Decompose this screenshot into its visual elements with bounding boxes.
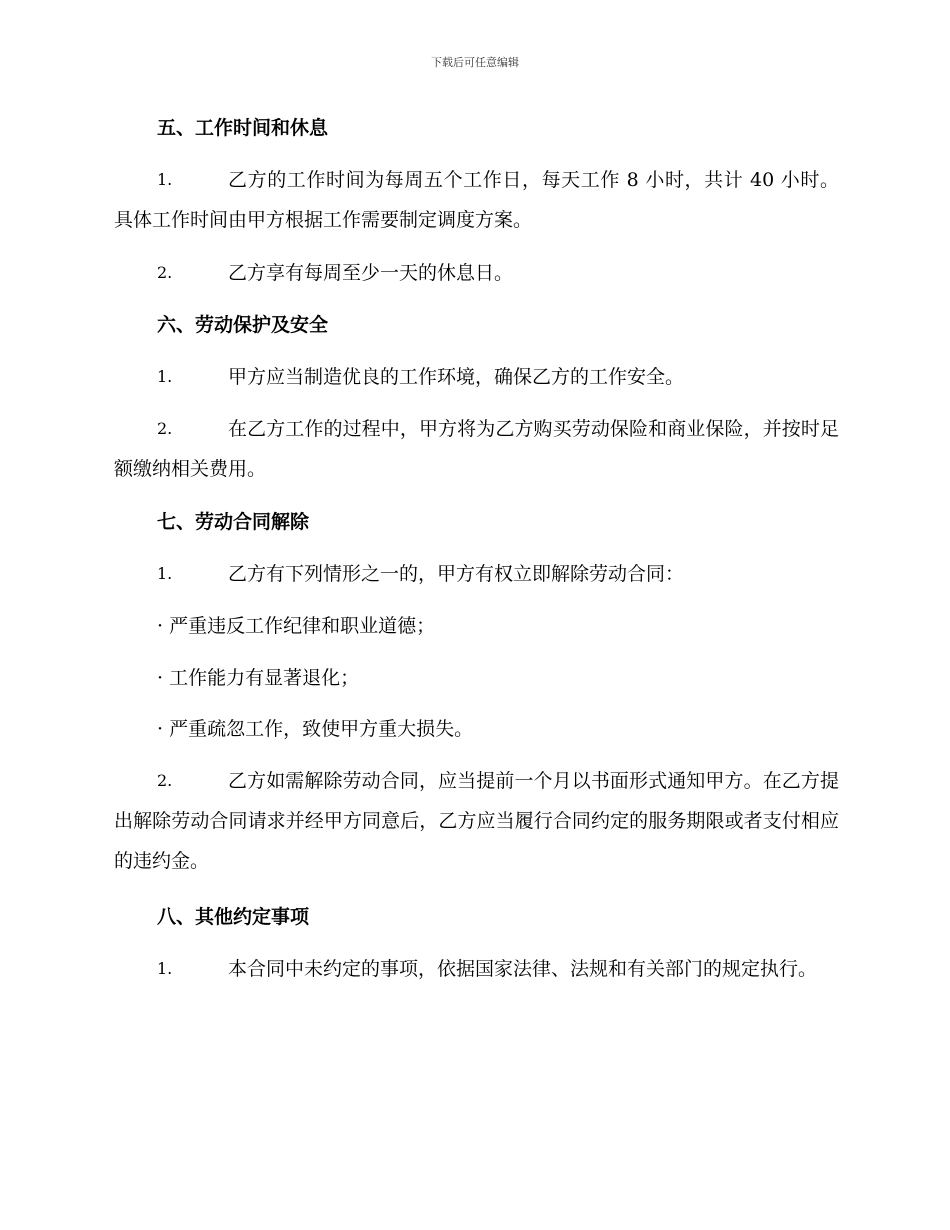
item-number: 2.: [157, 419, 173, 438]
item-number: 2.: [157, 263, 173, 282]
section-5-item-2: [114, 253, 839, 293]
item-text: 乙方享有每周至少一天的休息日。: [228, 262, 514, 284]
item-text: 乙方有下列情形之一的，甲方有权立即解除劳动合同：: [228, 563, 685, 585]
section-7-item-2: [114, 761, 839, 881]
section-6-heading: 六、劳动保护及安全: [157, 314, 329, 336]
section-6-item-2: [114, 409, 839, 489]
section-7-heading: 七、劳动合同解除: [157, 511, 310, 533]
item-number: 1.: [157, 959, 173, 978]
item-number: 1.: [157, 367, 173, 386]
section-8-heading: 八、其他约定事项: [157, 906, 310, 928]
bullet-item: · 严重违反工作纪律和职业道德；: [157, 615, 436, 637]
bullet-item: · 工作能力有显著退化；: [157, 667, 360, 689]
item-text: 乙方的工作时间为每周五个工作日，每天工作 8 小时，共计 40 小时。具体工作时间由甲方根据工作需要制定调度方案。: [114, 169, 839, 231]
item-text: 乙方如需解除劳动合同，应当提前一个月以书面形式通知甲方。在乙方提出解除劳动合同请求并经甲方同意后，乙方应当履行合同约定的服务期限或者支付相应的违约金。: [114, 770, 839, 872]
item-text: 在乙方工作的过程中，甲方将为乙方购买劳动保险和商业保险，并按时足额缴纳相关费用。: [114, 418, 839, 480]
item-number: 2.: [157, 771, 173, 790]
section-7-item-1: [114, 554, 839, 594]
bullet-item: · 严重疏忽工作，致使甲方重大损失。: [157, 718, 474, 740]
section-5-heading: 五、工作时间和休息: [157, 117, 329, 139]
item-number: 1.: [157, 170, 173, 189]
item-number: 1.: [157, 564, 173, 583]
item-text: 本合同中未约定的事项，依据国家法律、法规和有关部门的规定执行。: [228, 958, 818, 980]
item-text: 甲方应当制造优良的工作环境，确保乙方的工作安全。: [228, 366, 685, 388]
section-5-item-1: [114, 160, 839, 240]
section-6-item-1: [114, 357, 839, 397]
section-8-item-1: [114, 949, 839, 989]
page-header: 下载后可任意编辑: [431, 56, 519, 69]
